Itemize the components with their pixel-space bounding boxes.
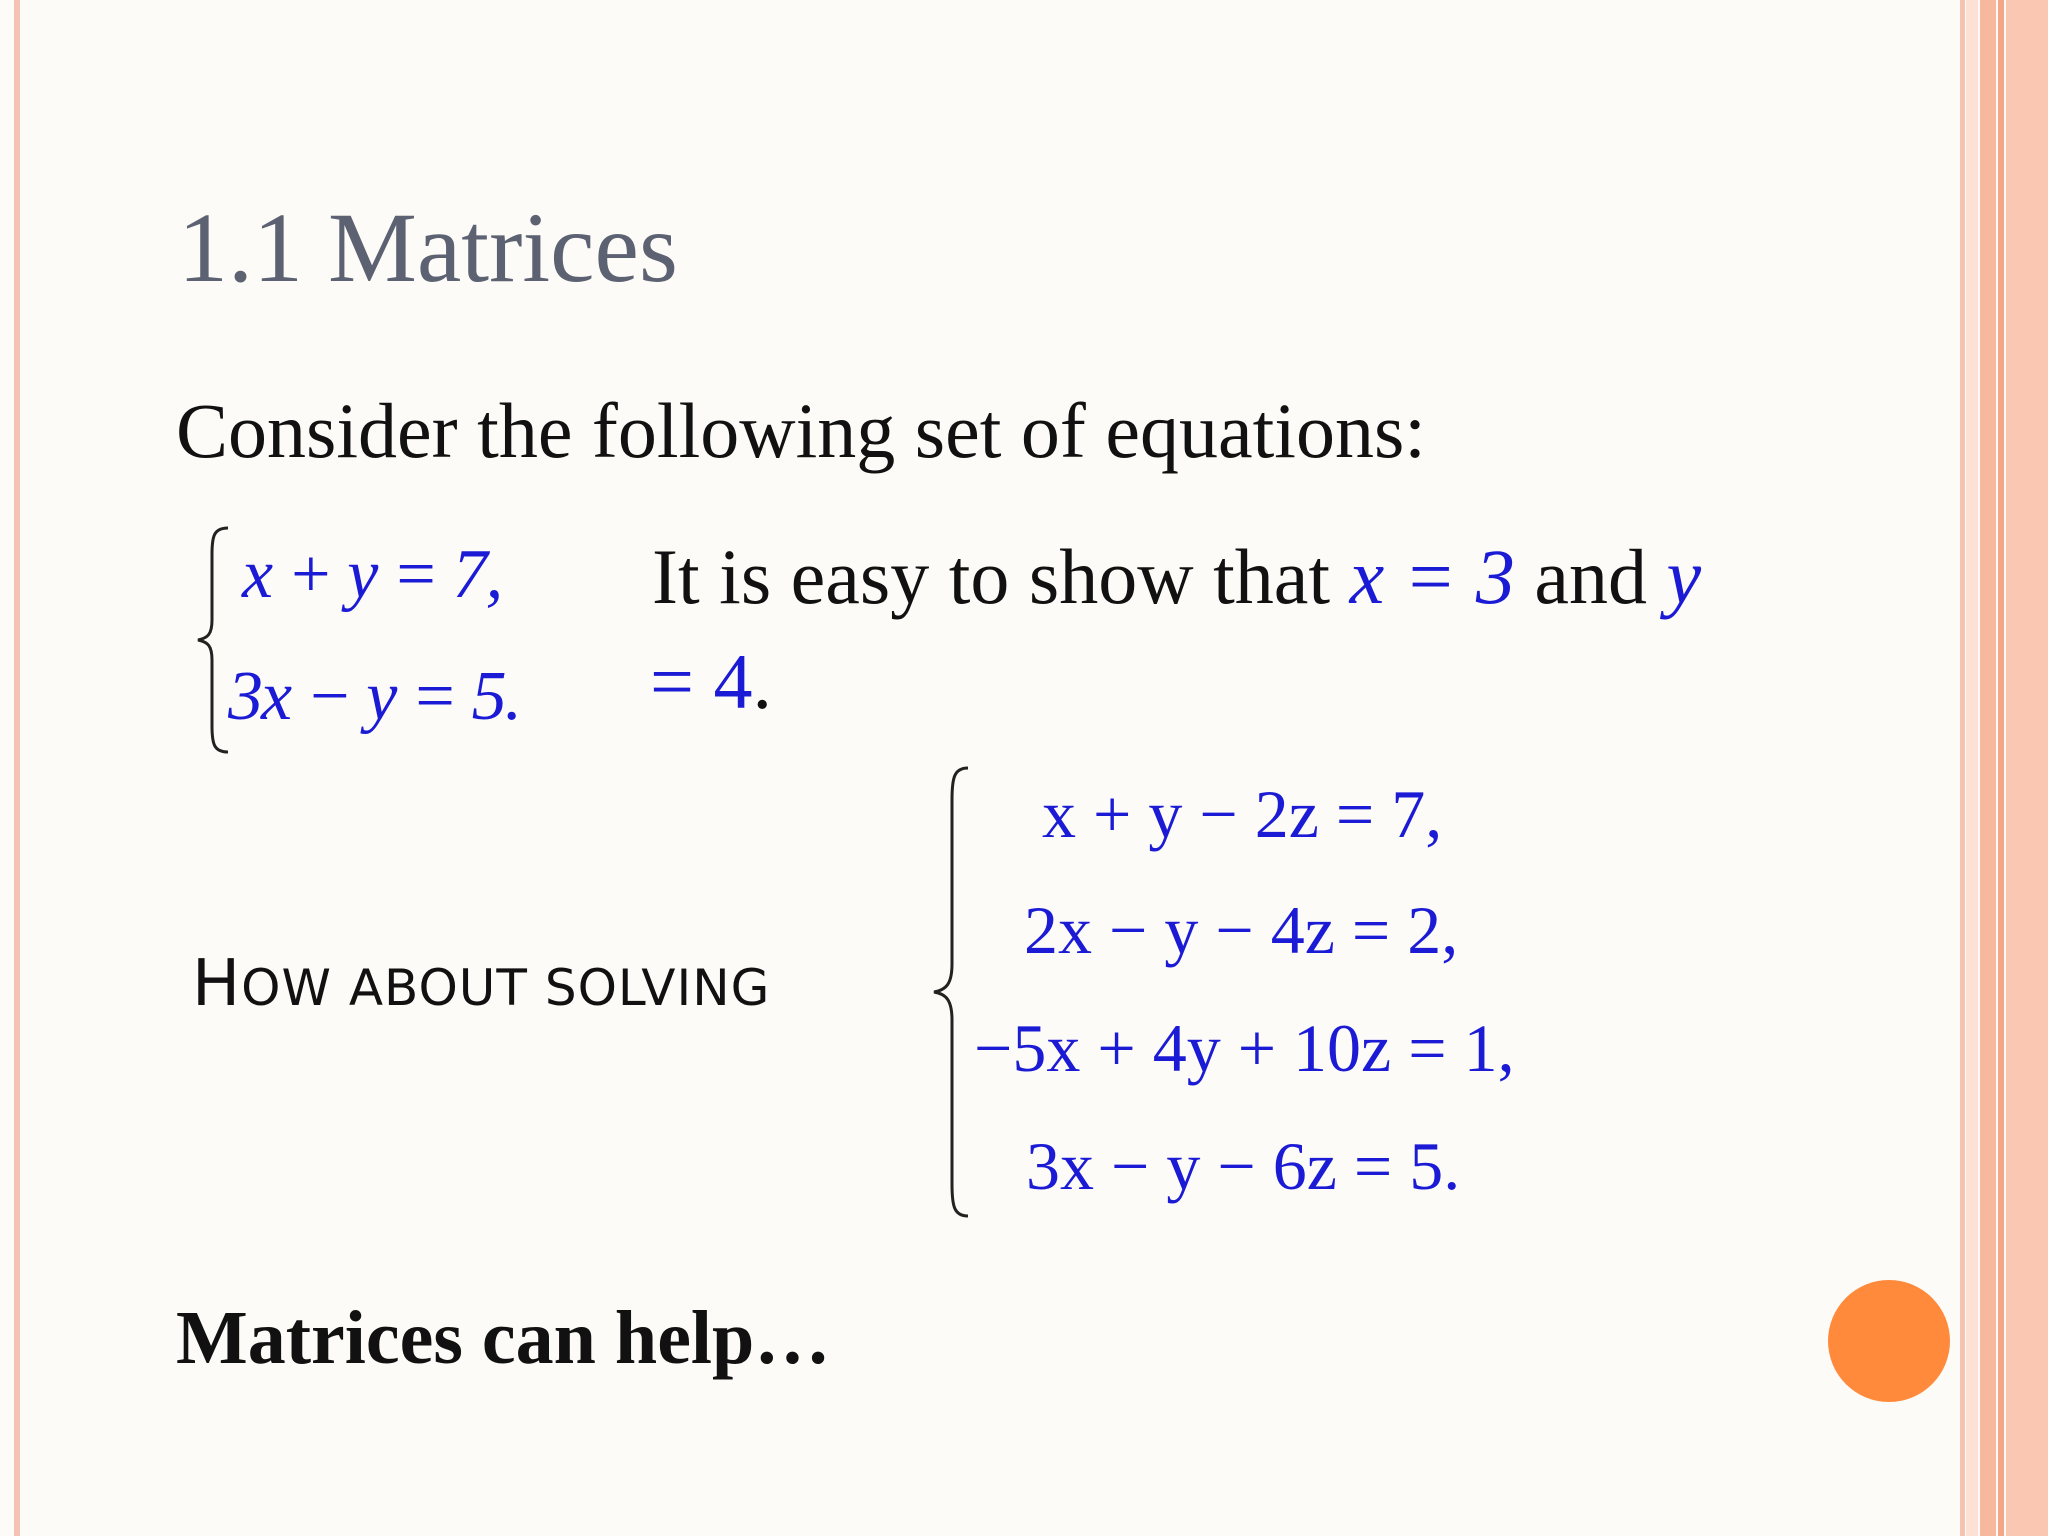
- system2-equation-1: x + y − 2z = 7,: [1042, 776, 1443, 852]
- system2-equation-2: 2x − y − 4z = 2,: [1024, 892, 1459, 968]
- solution-statement-line2: [650, 638, 772, 725]
- question-rest: OW ABOUT SOLVING: [241, 959, 771, 1017]
- statement-and: and: [1514, 533, 1667, 620]
- orange-circle-decoration: [1828, 1280, 1950, 1402]
- statement-prefix: It is easy to show that: [652, 533, 1350, 620]
- right-frame-band-light: [1966, 0, 1978, 1536]
- system2-equation-4: 3x − y − 6z = 5.: [1026, 1128, 1461, 1204]
- statement-x-value: x = 3: [1349, 533, 1515, 620]
- question-text: [192, 947, 771, 1021]
- system2-equation-3: −5x + 4y + 10z = 1,: [974, 1010, 1515, 1086]
- statement-y-value: = 4: [650, 638, 753, 725]
- right-frame-band-outer: [2006, 0, 2048, 1536]
- left-frame-line: [14, 0, 20, 1536]
- system1-equation-2: 3x − y = 5.: [228, 658, 521, 735]
- solution-statement: [652, 533, 1702, 620]
- right-frame-line-outer: [1998, 0, 2004, 1536]
- statement-period: .: [752, 638, 772, 725]
- system1-equation-1: x + y = 7,: [242, 536, 502, 613]
- large-system-brace: [930, 764, 974, 1220]
- right-frame-line: [1960, 0, 1965, 1536]
- intro-text: Consider the following set of equations:: [176, 387, 1426, 474]
- question-initial: H: [192, 947, 242, 1021]
- closing-text: Matrices can help…: [176, 1296, 831, 1380]
- slide-title: 1.1 Matrices: [178, 192, 678, 303]
- right-frame-band: [1980, 0, 1996, 1536]
- statement-y-variable: y: [1666, 533, 1702, 620]
